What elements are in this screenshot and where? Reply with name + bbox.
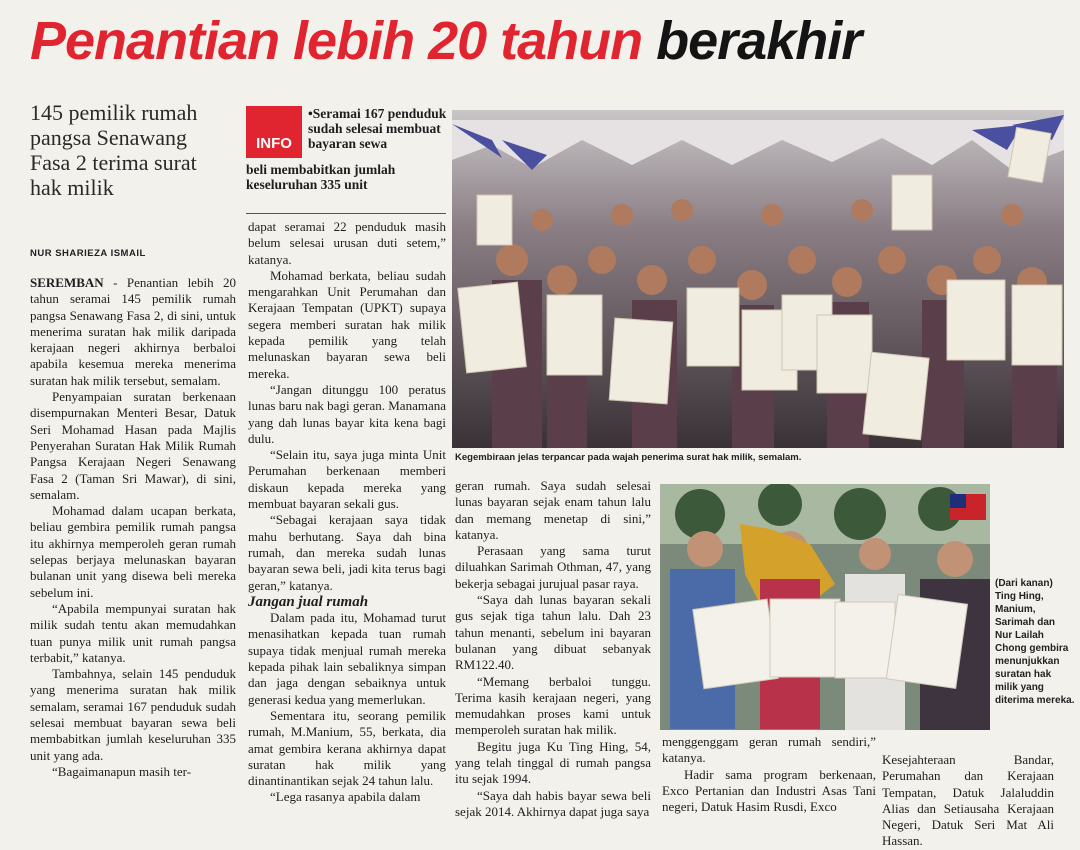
recipients-photo-image [660,484,990,730]
divider [246,213,446,214]
byline: NUR SHARIEZA ISMAIL [30,248,146,259]
recipients-photo [660,484,990,730]
info-badge [246,106,302,158]
paragraph: “Lega rasanya apabila dalam [270,789,421,805]
paragraph: “Saya dah lunas bayaran sekali gus sejak tiga tahun lalu. Dah 23 tahun menanti, sebelum ini bayaran bulanan yang dibuat sebanyak RM122.40. [455,592,651,673]
paragraph [30,275,236,389]
paragraph: “Apabila mempunyai suratan hak milik sudah tentu akan memudahkan tuan punya milik unit rumah pangsa terbabit,” katanya. [30,600,236,665]
paragraph: “Sebagai kerajaan saya tidak mahu berhutang. Saya dah bina rumah, dan mereka sudah lunas bayaran sewa beli, jadi kita terus bagi geran,” katanya. [248,512,446,593]
paragraph: “Memang berbaloi tunggu. Terima kasih kerajaan negeri, yang memudahkan proses kami untuk memperoleh suratan hak milik. [455,673,651,738]
paragraph: “Jangan ditunggu 100 peratus lunas baru nak bagi geran. Manamana yang dah lunas bayar kita kena bagi dulu. [248,381,446,446]
article-column-4 [662,734,876,815]
info-text-b: beli membabitkan jumlah keseluruhan 335 unit [246,162,396,192]
photo-caption: (Dari kanan) Ting Hing, Manium, Sarimah dan Nur Lailah Chong gembira menunjukkan suratan hak milik yang diterima mereka. [995,578,1075,706]
paragraph: Begitu juga Ku Ting Hing, 54, yang telah tinggal di rumah pangsa itu sejak 1994. [455,738,651,787]
headline [30,6,861,76]
paragraph: Perasaan yang sama turut diluahkan Sarimah Othman, 47, yang bekerja sebagai jurujual pasar raya. [455,543,651,591]
dateline: SEREMBAN [30,275,104,290]
paragraph-text: - Penantian lebih 20 tahun seramai 145 pemilik rumah pangsa Senawang Fasa 2, di sini, untuk menerima suratan hak milik daripada kerajaan negeri akhirnya berbaloi apabila kesemua mereka menerima suratan hak milik tersebut, semalam. [30,275,236,388]
paragraph: Hadir sama program berkenaan, Exco Pertanian dan Industri Asas Tani negeri, Datuk Hasim Rusdi, Exco [662,766,876,815]
paragraph: “Bagaimanapun masih ter- [52,763,192,779]
info-text-a: •Seramai 167 penduduk sudah selesai membuat bayaran sewa [308,106,447,151]
paragraph: geran rumah. Saya sudah selesai lunas bayaran sejak enam tahun lalu dan memang menetap di sini,” katanya. [455,478,651,542]
paragraph: Sementara itu, seorang pemilik rumah, M.Manium, 55, berkata, dia amat gembira kerana akhirnya dapat suratan hak milik yang dinantinantikan sejak 24 tahun lalu. [248,707,446,789]
article-column-3 [455,478,651,820]
headline-black-part: berakhir [656,11,862,71]
paragraph: menggenggam geran rumah sendiri,” katanya. [662,734,876,766]
deck-subheadline: 145 pemilik rumah pangsa Senawang Fasa 2 terima surat hak milik [30,100,198,200]
paragraph: “Saya dah habis bayar sewa beli sejak 2014. Akhirnya dapat juga saya [455,787,651,819]
paragraph: Mohamad dalam ucapan berkata, beliau gembira pemilik rumah pangsa itu akhirnya memperoleh geran rumah selepas berjaya melunaskan bayaran bulanan unit yang disewa beli mereka sebelum ini. [30,503,236,600]
paragraph: Penyampaian suratan berkenaan disempurnakan Menteri Besar, Datuk Seri Mohamad Hasan pada Majlis Penyerahan Suratan Hak Milik Rumah Pangsa Kerajaan Negeri Senawang Fasa 2 (Taman Sri Mawar), di sini, semalam. [30,389,236,502]
article-column-5 [882,752,1054,850]
paragraph: dapat seramai 22 penduduk masih belum selesai urusan duti setem,” katanya. [248,219,446,267]
article-column-1 [30,275,236,780]
paragraph: Dalam pada itu, Mohamad turut menasihatkan kepada tuan rumah supaya tidak menjual rumah mereka kepada pihak lain sebaliknya simpan dan jaga dengan sebaiknya untuk generasi kedua yang memerlukan. [248,610,446,707]
headline-red-part: Penantian lebih 20 tahun [30,11,643,71]
paragraph: Mohamad berkata, beliau sudah mengarahkan Unit Perumahan dan Kerajaan Tempatan (UPKT) supaya segera memberi suratan hak milik kepada pemilik yang telah melunaskan bayaran sewa beli mereka. [248,267,446,381]
group-photo [452,110,1064,448]
photo-caption: Kegembiraan jelas terpancar pada wajah penerima surat hak milik, semalam. [455,452,802,463]
info-badge-label: INFO [256,135,292,152]
section-subhead: Jangan jual rumah [248,593,369,610]
paragraph: Kesejahteraan Bandar, Perumahan dan Kerajaan Tempatan, Datuk Jalaluddin Alias dan Setiausaha Kerajaan Negeri, Datuk Seri Mat Ali Hassan. [882,752,1054,849]
paragraph: “Selain itu, saya juga minta Unit Perumahan berkenaan memberi diskaun kepada mereka yang membuat bayaran sekali gus. [248,447,446,512]
paragraph: Tambahnya, selain 145 penduduk yang menerima suratan hak milik semalam, seramai 167 penduduk sudah selesai membuat bayaran sewa beli membabitkan jumlah keseluruhan 335 unit yang ada. [30,666,236,763]
article-column-2 [248,219,446,806]
group-photo-image [452,110,1064,448]
